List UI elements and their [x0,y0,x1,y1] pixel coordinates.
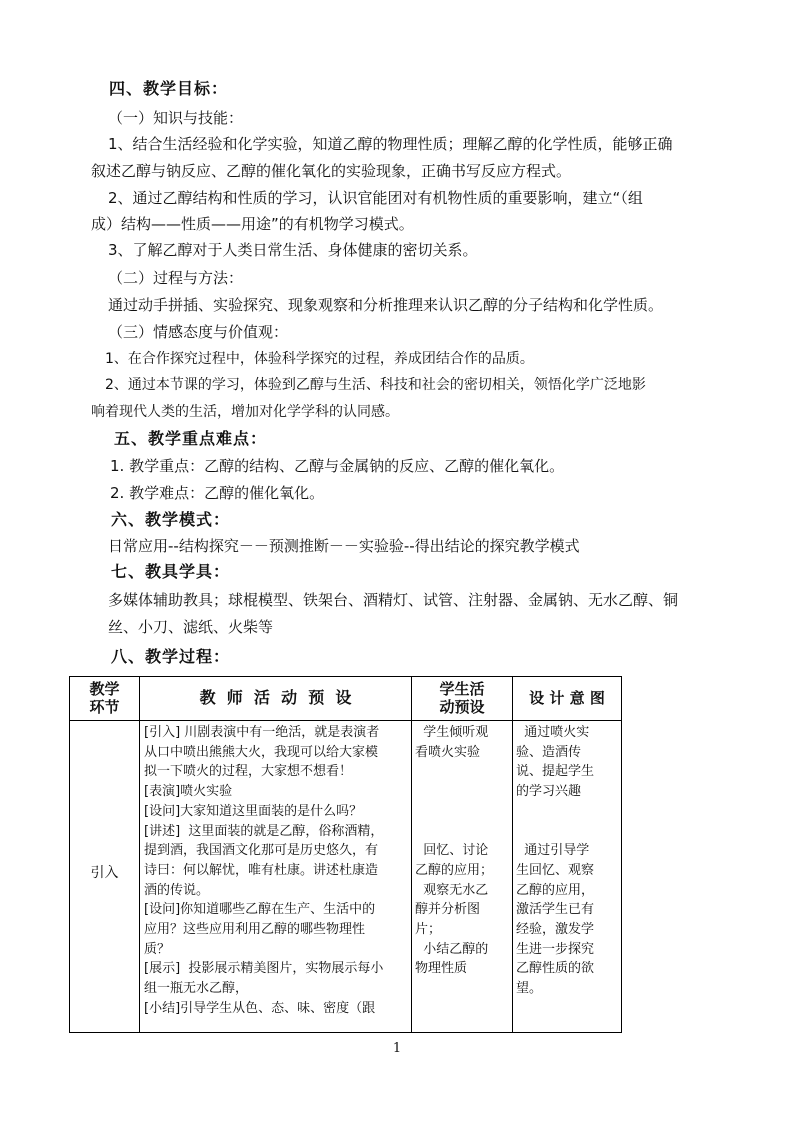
header-stage-line-1: 教学 [89,680,120,698]
row-teacher-activity: [引入] 川剧表演中有一绝活，就是表演者 从口中喷出熊熊大火，我现可以给大家模 拟一下喷火的过程，大家想不想看！ [表演]喷火实验 [设问]大家知道这里面装的是什么吗？ [讲述] 这里面装的就是乙醇，俗称酒精， 提到酒，我国酒文化那可是历史悠久，有 诗曰：何以解忧，唯有杜康。讲述杜康造 酒的传说。 [设问]你知道哪些乙醇在生产、生活中的 应用？这些应用利用乙醇的哪些物理性 质？ [展示] 投影展示精美图片，实物展示每小 组一瓶无水乙醇， [小结]引导学生从色、态、味、密度（跟 [144,725,384,1016]
table-header-divider [69,720,622,721]
knowledge-item-2-line-1: 2、通过乙醇结构和性质的学习，认识官能团对有机物性质的重要影响，建立“（组 [108,189,643,207]
row-student-activity: 学生倾听观 看喷火实验 回忆、讨论 乙醇的应用； 观察无水乙 醇并分析图 片； 小结乙醇的 物理性质 [415,725,494,977]
header-design-intent: 设 计 意 图 [529,689,605,707]
page-number: 1 [392,1041,402,1056]
table-col-divider-2 [411,676,412,1033]
emotion-values-heading: （三）情感态度与价值观： [108,323,289,341]
teaching-mode-text: 日常应用--结构探究－－预测推断－－实验验--得出结论的探究教学模式 [108,537,580,555]
knowledge-item-1-line-2: 叙述乙醇与钠反应、乙醇的催化氧化的实验现象，正确书写反应方程式。 [91,162,572,180]
header-teacher-activity: 教 师 活 动 预 设 [199,688,352,707]
section-4-heading: 四、教学目标： [109,79,229,98]
table-border-left [69,676,70,1033]
header-student-line-1: 学生活 [439,680,485,698]
header-student-line-2: 动预设 [439,698,485,716]
knowledge-skills-heading: （一）知识与技能： [108,109,244,127]
header-stage [70,680,139,716]
table-border-bottom [69,1032,622,1033]
teaching-process-table [69,676,622,1033]
emotion-item-2-line-1: 2、通过本节课的学习，体验到乙醇与生活、科技和社会的密切相关，领悟化学广泛地影 [105,377,646,393]
difficult-point: 2. 教学难点：乙醇的催化氧化。 [110,484,325,502]
emotion-item-1: 1、在合作探究过程中，体验科学探究的过程，养成团结合作的品质。 [105,351,534,367]
section-6-heading: 六、教学模式： [111,510,231,529]
process-method-text: 通过动手拼插、实验探究、现象观察和分析推理来认识乙醇的分子结构和化学性质。 [108,296,664,314]
table-col-divider-3 [512,676,513,1033]
key-point: 1. 教学重点：乙醇的结构、乙醇与金属钠的反应、乙醇的催化氧化。 [110,457,565,475]
header-student-activity [412,680,512,716]
header-stage-line-2: 环节 [89,698,120,716]
tools-line-2: 丝、小刀、滤纸、火柴等 [108,618,274,636]
row-design-intent: 通过喷火实 验、造酒传 说、提起学生 的学习兴趣 通过引导学 生回忆、观察 乙醇的应用， 激活学生已有 经验，激发学 生进一步探究 乙醇性质的欲 望。 [516,725,595,997]
emotion-item-2-line-2: 响着现代人类的生活，增加对化学学科的认同感。 [91,404,399,420]
table-border-right [621,676,622,1033]
process-method-heading: （二）过程与方法： [108,269,244,287]
row-stage-intro: 引入 [90,865,119,881]
knowledge-item-1-line-1: 1、结合生活经验和化学实验，知道乙醇的物理性质；理解乙醇的化学性质，能够正确 [108,135,673,153]
table-col-divider-1 [139,676,140,1033]
section-8-heading: 八、教学过程： [111,647,231,666]
section-5-heading: 五、教学重点难点： [114,429,268,448]
section-7-heading: 七、教具学具： [111,562,231,581]
knowledge-item-2-line-2: 成）结构——性质——用途”的有机物学习模式。 [91,215,414,233]
knowledge-item-3: 3、了解乙醇对于人类日常生活、身体健康的密切关系。 [108,241,478,259]
table-border-top [69,676,622,677]
tools-line-1: 多媒体辅助教具；球棍模型、铁架台、酒精灯、试管、注射器、金属钠、无水乙醇、铜 [108,591,679,609]
